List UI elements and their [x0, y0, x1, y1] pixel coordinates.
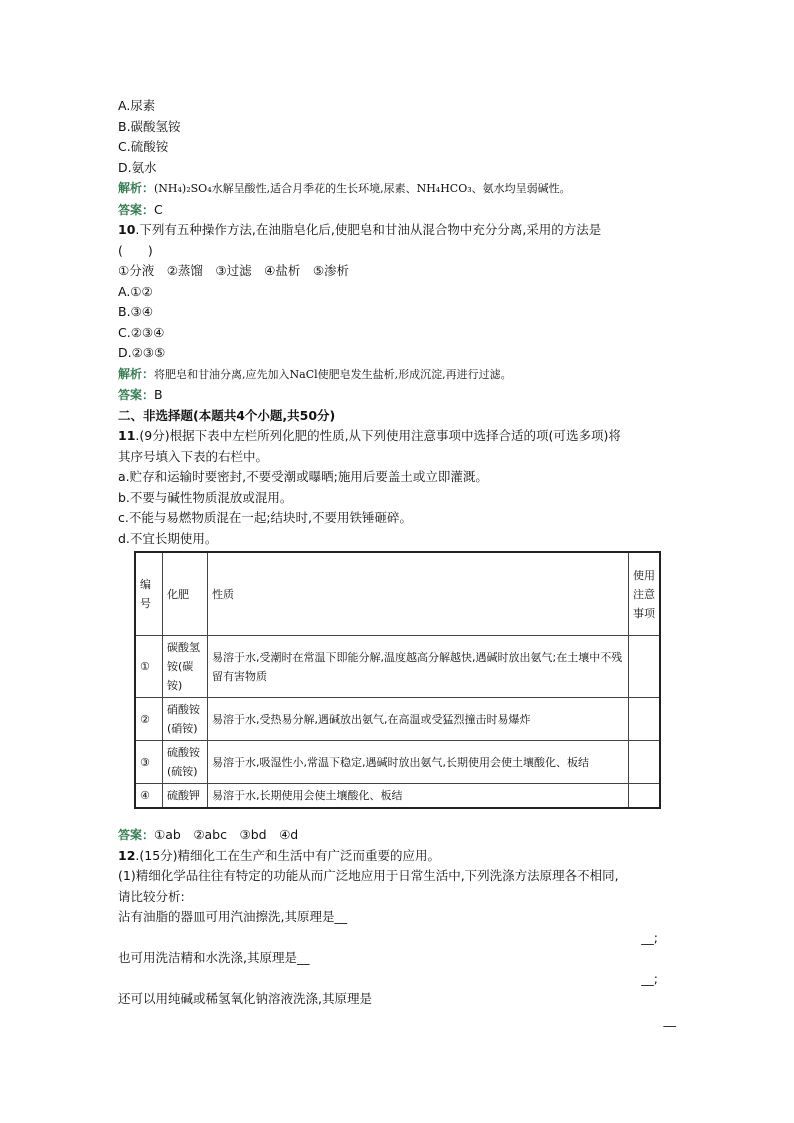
q11-item-a: a.贮存和运输时要密封,不要受潮或曝晒;施用后要盖土或立即灌溉。: [118, 469, 488, 484]
q10-solution: [118, 364, 680, 386]
answer-label: 答案：: [118, 388, 155, 402]
answer-label: 答案：: [118, 828, 155, 842]
answer-text: C: [154, 201, 163, 217]
row-fertilizer: 碳酸氢铵(碳铵): [163, 636, 208, 698]
q10-option-d: D.②③⑤: [118, 345, 166, 360]
solution-text: (NH₄)₂SO₄水解呈酸性,适合月季花的生长环境,尿素、NH₄HCO₃、氨水均呈弱碱性。: [154, 182, 571, 195]
question-number: 12: [118, 847, 136, 863]
q9-answer: [118, 200, 680, 221]
q10-stem: [118, 220, 680, 241]
q12-blank2: 也可用洗洁精和水洗涤,其原理是__: [118, 950, 310, 965]
document-page: [118, 96, 680, 1030]
q12-blank3-end: __: [663, 1011, 676, 1027]
q10-option-c: C.②③④: [118, 324, 165, 340]
row-fertilizer: 硫酸钾: [163, 784, 208, 809]
row-usage: [629, 741, 661, 784]
q9-option-c: C.硫酸铵: [118, 139, 169, 154]
row-number: ②: [135, 698, 163, 741]
row-number: ③: [135, 741, 163, 784]
answer-text: ①ab ②abc ③bd ④d: [154, 827, 299, 842]
q12-blank2-end: __;: [641, 970, 658, 986]
header-fertilizer: 化肥: [163, 552, 208, 636]
q12-stem: [118, 846, 680, 867]
table-row: [135, 636, 660, 698]
section-title: 二、非选择题(本题共4个小题,共50分): [118, 407, 336, 423]
row-property: 易溶于水,受热易分解,遇碱放出氨气,在高温或受猛烈撞击时易爆炸: [208, 698, 629, 741]
solution-text: 将肥皂和甘油分离,应先加入NaCl使肥皂发生盐析,形成沉淀,再进行过滤。: [154, 367, 512, 381]
table-row: [135, 698, 660, 741]
row-number: ④: [135, 784, 163, 809]
q11-stem-line1: [118, 426, 680, 447]
row-fertilizer: 硝酸铵(硝铵): [163, 698, 208, 741]
q11-answer: [118, 825, 680, 846]
table-row: [135, 784, 660, 809]
q11-item-d: d.不宜长期使用。: [118, 530, 218, 546]
header-property: 性质: [208, 552, 629, 636]
q12-part1-line2: 请比较分析:: [118, 888, 185, 904]
q9-option-d: D.氨水: [118, 159, 157, 175]
q9-option-b: B.碳酸氢铵: [118, 118, 181, 134]
q11-stem-line2: 其序号填入下表的右栏中。: [118, 448, 269, 464]
row-usage: [629, 698, 661, 741]
solution-label: 解析：: [118, 366, 155, 381]
q11-item-c: c.不能与易燃物质混在一起;结块时,不要用铁锤砸碎。: [118, 510, 413, 525]
fertilizer-table: [134, 551, 661, 809]
row-property: 易溶于水,受潮时在常温下即能分解,温度越高分解越快,遇碱时放出氨气;在土壤中不残留有害物质: [208, 636, 629, 698]
row-usage: [629, 784, 661, 809]
q12-blank1: 沾有油脂的器皿可用汽油擦洗,其原理是__: [118, 909, 347, 924]
q9-solution: [118, 178, 680, 200]
table-row: [135, 741, 660, 784]
question-text: .(9分)根据下表中左栏所列化肥的性质,从下列使用注意事项中选择合适的项(可选多项)将: [135, 428, 621, 443]
header-number: 编号: [135, 552, 163, 636]
solution-label: 解析：: [118, 181, 155, 195]
table-header-row: [135, 552, 660, 636]
question-number: 10: [118, 222, 136, 237]
q10-answer: [118, 385, 680, 406]
answer-text: B: [154, 387, 163, 402]
q12-blank1-end: __;: [641, 929, 658, 945]
answer-label: 答案：: [118, 202, 155, 217]
row-property: 易溶于水,吸湿性小,常温下稳定,遇碱时放出氨气,长期使用会使土壤酸化、板结: [208, 741, 629, 784]
q9-option-a: A.尿素: [118, 98, 156, 113]
row-fertilizer: 硫酸铵(硫铵): [163, 741, 208, 784]
q12-blank3: 还可以用纯碱或稀氢氧化钠溶液洗涤,其原理是: [118, 991, 372, 1006]
q12-part1-line1: (1)精细化学品往往有特定的功能从而广泛地应用于日常生活中,下列洗涤方法原理各不相同,: [118, 868, 619, 883]
question-number: 11: [118, 428, 136, 443]
q11-item-b: b.不要与碱性物质混放或混用。: [118, 489, 293, 505]
header-usage: 使用注意事项: [629, 552, 661, 636]
row-usage: [629, 636, 661, 698]
question-text: .下列有五种操作方法,在油脂皂化后,使肥皂和甘油从混合物中充分分离,采用的方法是: [135, 222, 602, 237]
row-number: ①: [135, 636, 163, 698]
question-text: .(15分)精细化工在生产和生活中有广泛而重要的应用。: [135, 847, 441, 863]
q10-option-b: B.③④: [118, 304, 153, 319]
q10-methods: ①分液 ②蒸馏 ③过滤 ④盐析 ⑤渗析: [118, 263, 350, 278]
q10-option-a: A.①②: [118, 283, 153, 299]
q10-paren: ( ): [118, 242, 153, 258]
row-property: 易溶于水,长期使用会使土壤酸化、板结: [208, 784, 629, 809]
